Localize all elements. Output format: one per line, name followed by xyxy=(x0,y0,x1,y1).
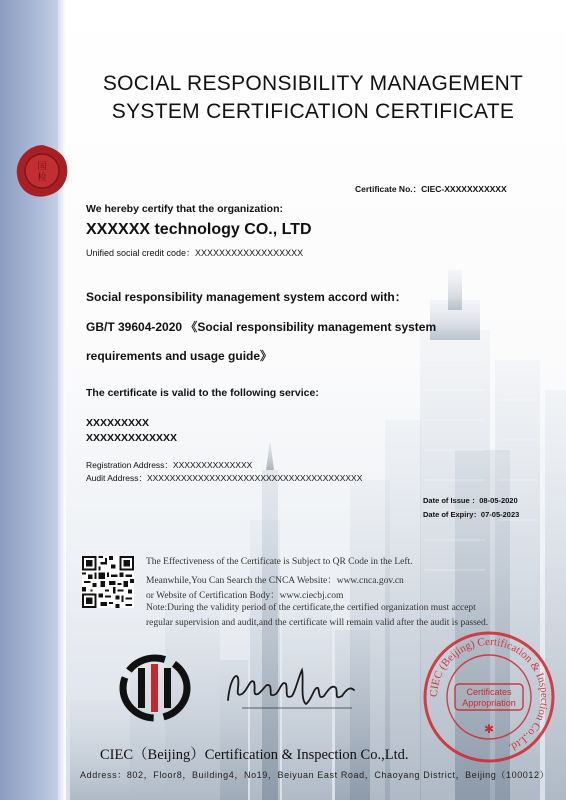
note-line: Note:During the validity period of the certificate,the certified organization must accept xyxy=(146,603,476,613)
note-line: The Effectiveness of the Certificate is Subject to QR Code in the Left. xyxy=(146,557,413,567)
date-of-issue: Date of Issue ：08-05-2020 xyxy=(423,496,518,505)
certify-statement: We hereby certify that the organization: xyxy=(86,203,284,215)
service-item: XXXXXXXXXXXXX xyxy=(86,432,178,444)
seal-ring-text: CIEC (Beijing) Certification & Inspection Co.,Ltd. xyxy=(427,635,551,754)
certificate-number: Certificate No.：CIEC-XXXXXXXXXXX xyxy=(355,184,507,194)
wax-seal-icon xyxy=(14,143,70,199)
ciec-logo-icon xyxy=(118,654,192,722)
certification-seal-icon xyxy=(422,630,556,764)
note-line: or Website of Certification Body：www.ciecbj.com xyxy=(146,591,344,601)
seal-center-line-2: Appropriation xyxy=(462,698,516,708)
company-address: Address：802，Floor8，Building4，No19，Beiyuan East Road，Chaoyang District，Beijing（100012） xyxy=(80,770,550,780)
credit-code: Unified social credit code：XXXXXXXXXXXXXXXXXX xyxy=(86,248,304,258)
signature xyxy=(222,660,362,714)
service-item: XXXXXXXXX xyxy=(86,417,150,429)
company-name: CIEC（Beijing）Certification & Inspection Co.,Ltd. xyxy=(100,747,409,763)
registration-address: Registration Address：XXXXXXXXXXXXXX xyxy=(86,460,253,470)
valid-statement: The certificate is valid to the following service: xyxy=(86,387,319,399)
star-icon: ✱ xyxy=(483,722,495,736)
audit-address: Audit Address：XXXXXXXXXXXXXXXXXXXXXXXXXXXXXXXXXXXXXX xyxy=(86,473,363,483)
note-line: Meanwhile,You Can Search the CNCA Website：www.cnca.gov.cn xyxy=(146,576,404,586)
title-line-1: SOCIAL RESPONSIBILITY MANAGEMENT xyxy=(102,72,524,95)
accord-statement: Social responsibility management system accord with： xyxy=(86,290,407,304)
svg-text:国: 国 xyxy=(37,162,47,172)
standard-line-1: GB/T 39604-2020 《Social responsibility management system xyxy=(86,320,437,334)
organization-name: XXXXXX technology CO., LTD xyxy=(86,221,312,238)
qr-code-icon[interactable] xyxy=(82,556,134,608)
seal-center-line-1: Certificates xyxy=(466,687,512,697)
standard-line-2: requirements and usage guide》 xyxy=(86,349,273,363)
date-of-expiry: Date of Expiry：07-05-2023 xyxy=(423,510,520,519)
title-line-2: SYSTEM CERTIFICATION CERTIFICATE xyxy=(111,100,515,123)
note-line: regular supervision and audit,and the certificate will remain valid after the audit is passed. xyxy=(146,618,489,628)
svg-text:检: 检 xyxy=(37,173,47,183)
